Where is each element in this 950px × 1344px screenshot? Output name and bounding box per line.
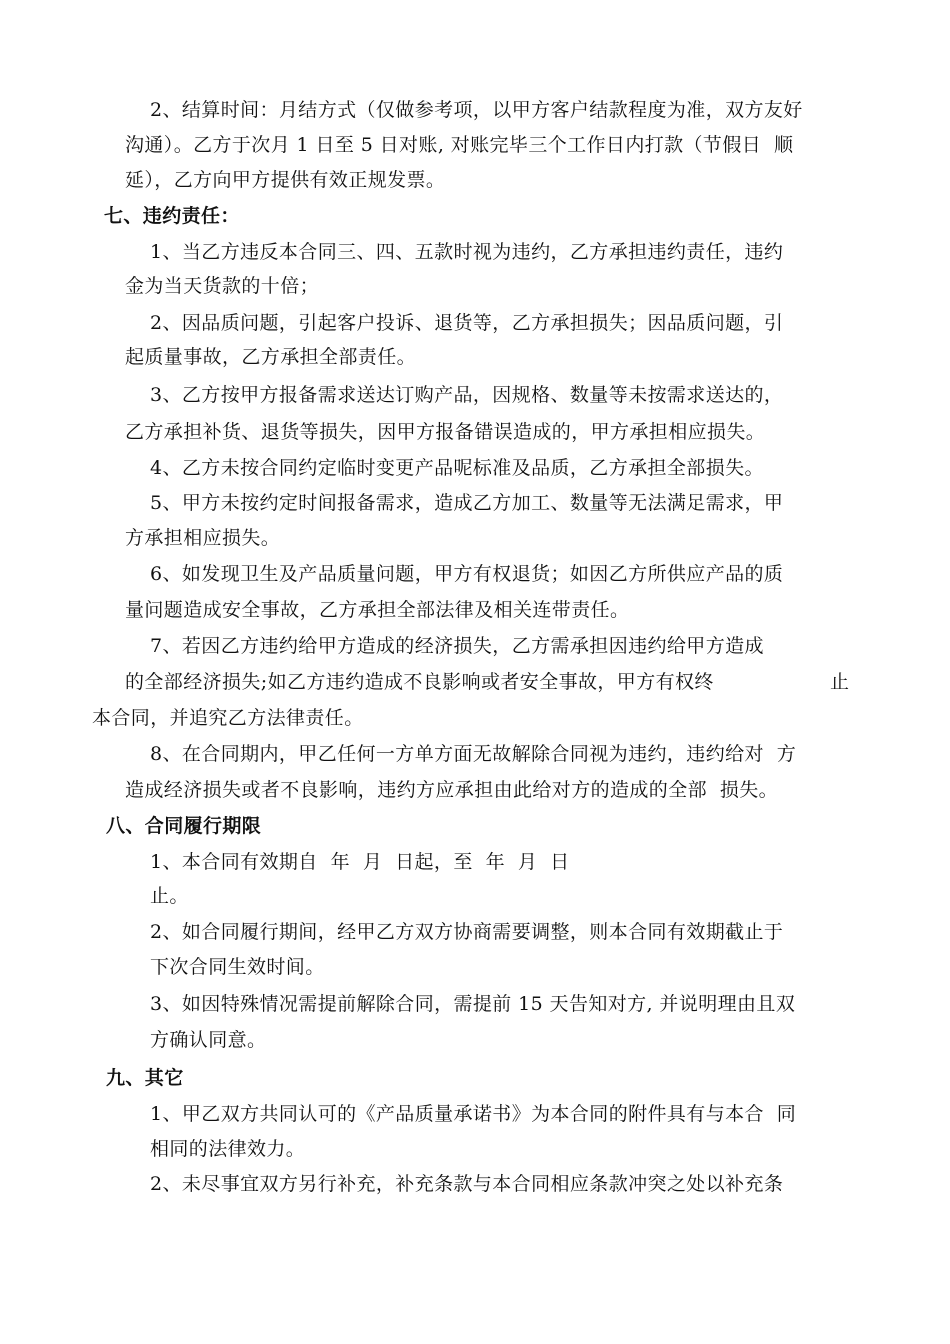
breach-item-8-line-1: 8、在合同期内，甲乙任何一方单方面无故解除合同视为违约，违约给对 方 [150, 743, 797, 765]
other-heading: 九、其它 [106, 1067, 184, 1089]
settlement-item-2-line-3: 延），乙方向甲方提供有效正规发票。 [125, 169, 446, 191]
breach-item-4-line-1: 4、乙方未按合同约定临时变更产品呢标准及品质，乙方承担全部损失。 [150, 457, 764, 479]
breach-item-1-line-1: 1、当乙方违反本合同三、四、五款时视为违约，乙方承担违约责任，违约 [150, 241, 784, 263]
term-item-3-line-2: 方确认同意。 [150, 1029, 267, 1051]
breach-item-2-line-1: 2、因品质问题，引起客户投诉、退货等，乙方承担损失；因品质问题，引 [150, 312, 784, 334]
breach-item-7-line-2b: 止 [830, 671, 850, 693]
other-item-2-line-1: 2、未尽事宜双方另行补充，补充条款与本合同相应条款冲突之处以补充条 [150, 1173, 784, 1195]
breach-heading: 七、违约责任： [104, 205, 240, 227]
term-item-2-line-1: 2、如合同履行期间，经甲乙方双方协商需要调整，则本合同有效期截止于 [150, 921, 784, 943]
breach-item-7-line-2a: 的全部经济损失;如乙方违约造成不良影响或者安全事故，甲方有权终 [125, 671, 714, 693]
term-item-2-line-2: 下次合同生效时间。 [150, 956, 325, 978]
term-item-1-line-1: 1、本合同有效期自 年 月 日起，至 年 月 日 [150, 851, 570, 873]
breach-item-5-line-1: 5、甲方未按约定时间报备需求，造成乙方加工、数量等无法满足需求，甲 [150, 492, 784, 514]
breach-item-3-line-2: 乙方承担补货、退货等损失，因甲方报备错误造成的，甲方承担相应损失。 [125, 421, 766, 443]
breach-item-1-line-2: 金为当天货款的十倍； [125, 275, 320, 297]
breach-item-8-line-2: 造成经济损失或者不良影响，违约方应承担由此给对方的造成的全部 损失。 [125, 779, 779, 801]
other-item-1-line-2: 相同的法律效力。 [150, 1138, 306, 1160]
settlement-item-2-line-2: 沟通）。乙方于次月 1 日至 5 日对账, 对账完毕三个工作日内打款（节假日 顺 [125, 134, 794, 156]
breach-item-6-line-1: 6、如发现卫生及产品质量问题，甲方有权退货；如因乙方所供应产品的质 [150, 563, 784, 585]
breach-item-3-line-1: 3、乙方按甲方报备需求送达订购产品，因规格、数量等未按需求送达的， [150, 384, 784, 406]
breach-item-6-line-2: 量问题造成安全事故，乙方承担全部法律及相关连带责任。 [125, 599, 630, 621]
term-item-1-line-2: 止。 [150, 885, 189, 907]
breach-item-2-line-2: 起质量事故，乙方承担全部责任。 [125, 346, 417, 368]
settlement-item-2-line-1: 2、结算时间：月结方式（仅做参考项，以甲方客户结款程度为准，双方友好 [150, 99, 803, 121]
breach-item-7-line-1: 7、若因乙方违约给甲方造成的经济损失，乙方需承担因违约给甲方造成 [150, 635, 764, 657]
term-heading: 八、合同履行期限 [106, 815, 262, 837]
other-item-1-line-1: 1、甲乙双方共同认可的《产品质量承诺书》为本合同的附件具有与本合 同 [150, 1103, 797, 1125]
term-item-3-line-1: 3、如因特殊情况需提前解除合同，需提前 15 天告知对方, 并说明理由且双 [150, 993, 796, 1015]
breach-item-5-line-2: 方承担相应损失。 [125, 527, 281, 549]
breach-item-7-line-3: 本合同，并追究乙方法律责任。 [92, 707, 364, 729]
